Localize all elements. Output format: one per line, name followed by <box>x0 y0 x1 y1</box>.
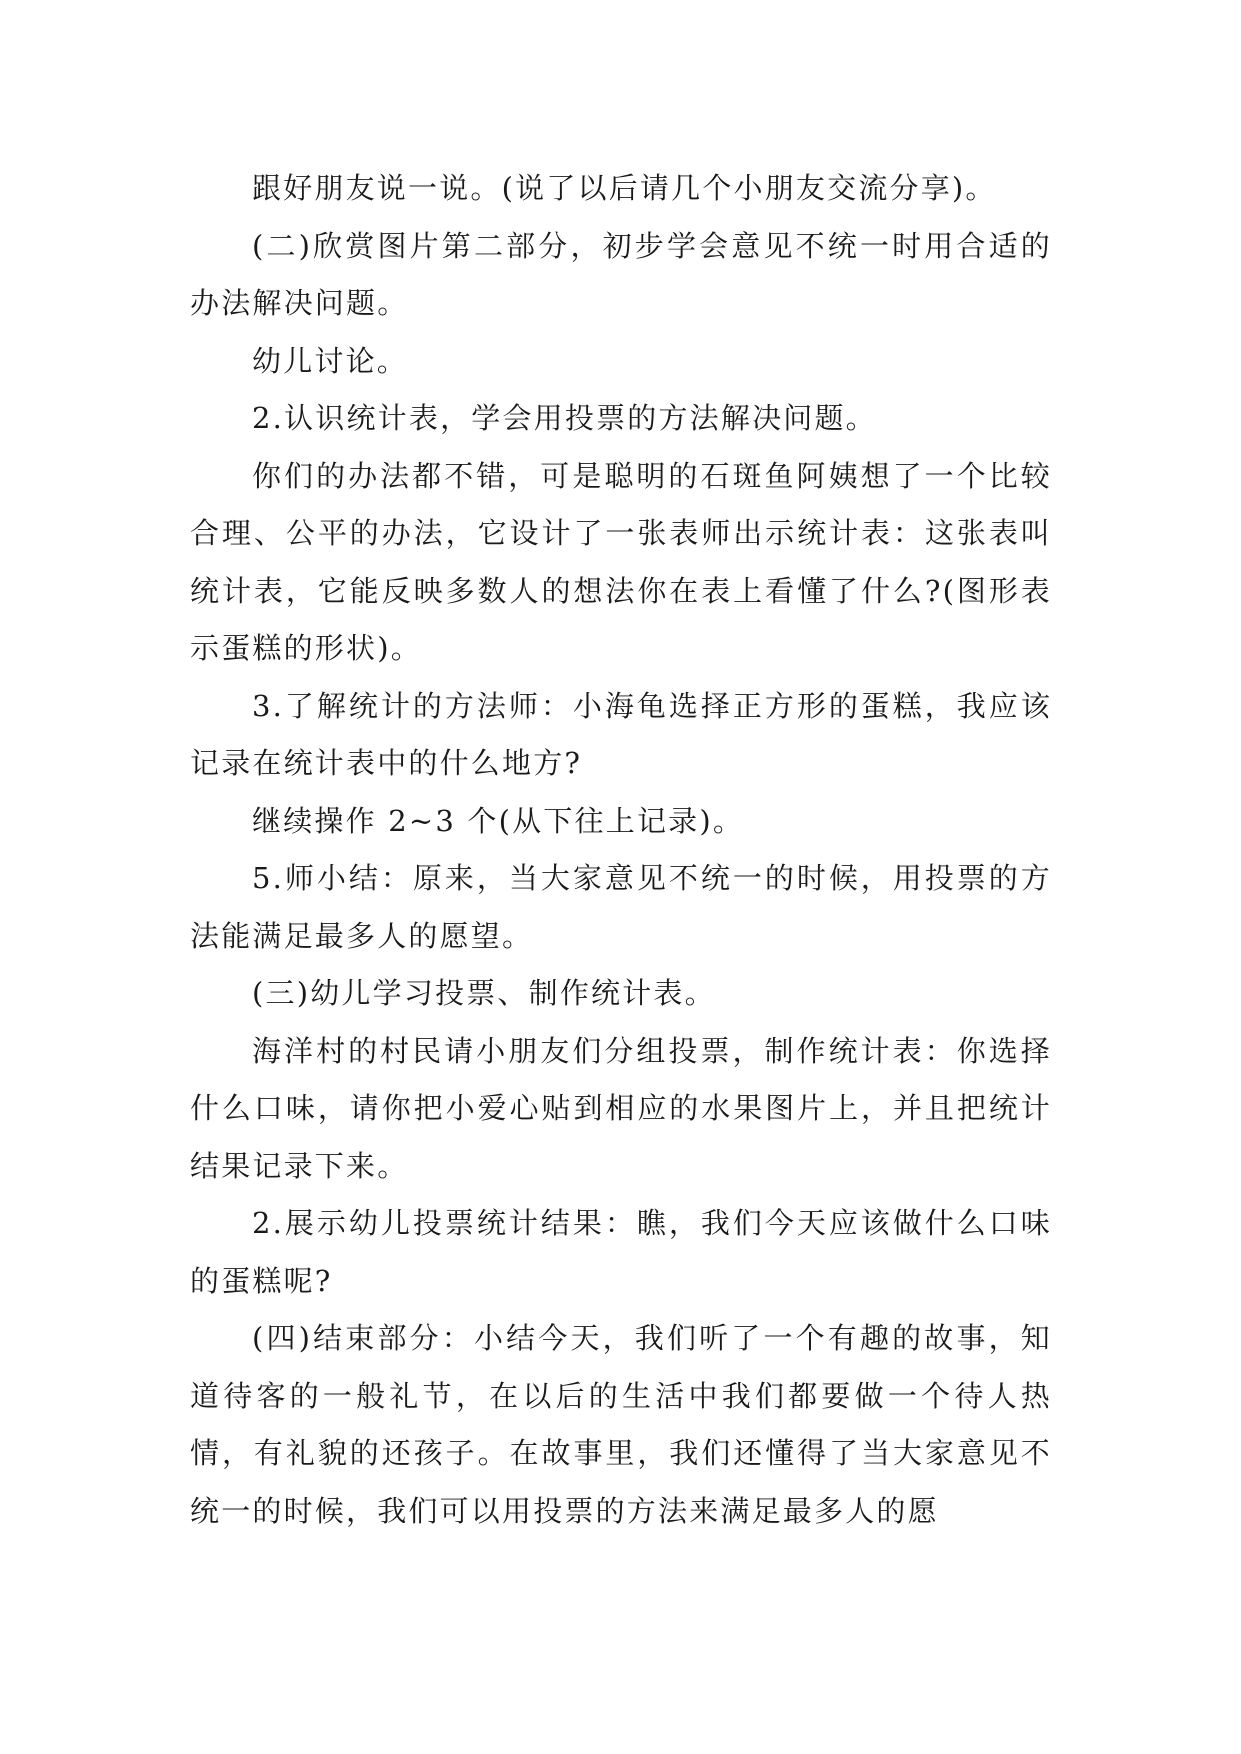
paragraph: 2.认识统计表，学会用投票的方法解决问题。 <box>252 401 877 435</box>
paragraph: 2.展示幼儿投票统计结果：瞧，我们今天应该做什么口味的蛋糕呢? <box>190 1206 1052 1298</box>
paragraph: 5.师小结：原来，当大家意见不统一的时候，用投票的方法能满足最多人的愿望。 <box>190 861 1052 953</box>
paragraph: 你们的办法都不错，可是聪明的石斑鱼阿姨想了一个比较合理、公平的办法，它设计了一张表师出示统计表：这张表叫统计表，它能反映多数人的想法你在表上看懂了什么?(图形表示蛋糕的形状)。 <box>190 458 1052 665</box>
paragraph: 跟好朋友说一说。(说了以后请几个小朋友交流分享)。 <box>252 171 997 205</box>
paragraph: 海洋村的村民请小朋友们分组投票，制作统计表：你选择什么口味，请你把小爱心贴到相应的水果图片上，并且把统计结果记录下来。 <box>190 1033 1052 1183</box>
paragraph: (四)结束部分：小结今天，我们听了一个有趣的故事，知道待客的一般礼节，在以后的生活中我们都要做一个待人热情，有礼貌的还孩子。在故事里，我们还懂得了当大家意见不统一的时候，我们可以用投票的方法来满足最多人的愿 <box>190 1321 1052 1528</box>
paragraph: (二)欣赏图片第二部分，初步学会意见不统一时用合适的办法解决问题。 <box>190 228 1052 320</box>
paragraph: (三)幼儿学习投票、制作统计表。 <box>252 976 716 1010</box>
paragraph: 继续操作 2~3 个(从下往上记录)。 <box>252 803 745 838</box>
paragraph: 3.了解统计的方法师：小海龟选择正方形的蛋糕，我应该记录在统计表中的什么地方? <box>190 688 1052 780</box>
paragraph: 幼儿讨论。 <box>252 343 409 378</box>
document-body <box>190 160 1052 1540</box>
